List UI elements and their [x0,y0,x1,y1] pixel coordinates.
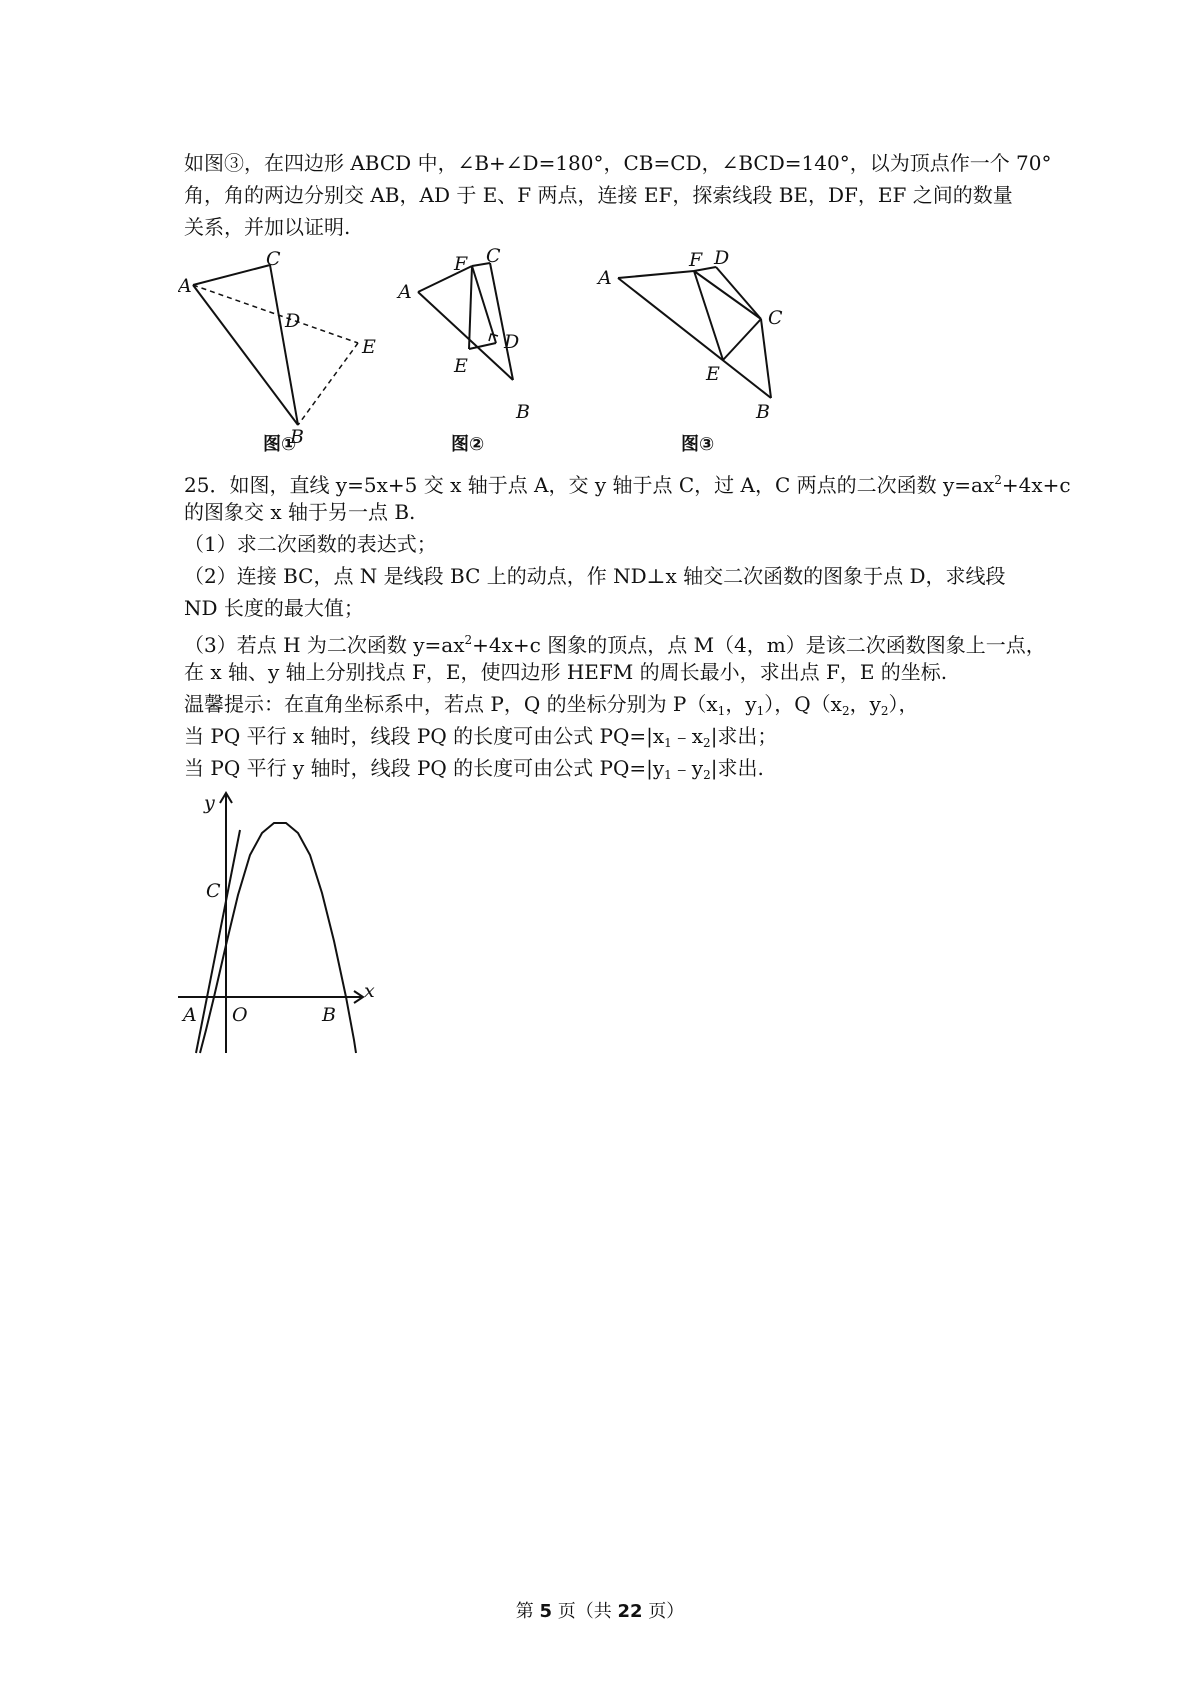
text-line [184,464,1071,497]
text-run: 当 PQ 平行 y 轴时，线段 PQ 的长度可由公式 PQ=|y [184,756,665,780]
text-line: 如图③，在四边形 ABCD 中，∠B+∠D=180°，CB=CD，∠BCD=140°，以为顶点作一个 70° [184,151,1052,175]
text-line: ND 长度的最大值； [184,596,364,620]
hint-line [184,688,1030,720]
point-label-E: E [454,355,468,377]
text-line: 角，角的两边分别交 AB，AD 于 E、F 两点，连接 EF，探索线段 BE，DF，EF 之间的数量 [184,183,1013,207]
subscript: 1 [664,768,672,782]
point-label-A: A [178,275,192,297]
subscript: 2 [880,704,889,718]
point-label-A: A [183,1004,197,1026]
point-label-E: E [362,336,376,358]
hint-line [184,752,1030,784]
superscript: 2 [464,633,473,647]
page-footer [0,1597,1200,1623]
text-line: 在 x 轴、y 轴上分别找点 F，E，使四边形 HEFM 的周长最小，求出点 F，E 的坐标. [184,660,948,684]
point-label-A: A [598,267,612,289]
text-run: ﹣x [671,724,704,748]
segment-AB [618,278,771,398]
text-run: ﹣y [671,756,704,780]
segment-AB [193,285,301,425]
subscript: 2 [703,768,711,782]
figure-2 [396,240,556,430]
point-label-B: B [322,1004,336,1026]
text-line: 的图象交 x 轴于另一点 B. [184,500,416,524]
point-label-E: E [706,363,720,385]
point-label-B: B [516,401,530,423]
text-run: |求出. [710,756,764,780]
total-pages-number: 22 [617,1601,643,1622]
text-line: 关系，并加以证明. [184,215,351,239]
figure-1 [178,245,388,445]
segment-EC [723,319,761,360]
y-axis-label: y [204,792,215,814]
subscript: 1 [717,704,726,718]
text-run: ）， [888,692,919,716]
segment-CB [270,265,301,425]
point-label-C: C [768,307,783,329]
segment-DC [716,267,761,319]
point-label-F: F [454,253,468,275]
text-run: +4x+c 图象的顶点，点 M（4，m）是该二次函数图象上一点， [472,633,1046,657]
point-label-B: B [756,401,770,420]
text-run: ，y [849,692,881,716]
text-run: ，y [725,692,757,716]
segment-FE [694,271,723,360]
problem-24-text [184,147,1052,243]
segment-FC [694,271,761,319]
point-label-B: B [290,426,304,445]
footer-text: 第 [515,1601,540,1622]
point-label-F: F [689,249,703,271]
point-label-D: D [714,247,730,269]
point-label-C: C [266,248,281,270]
segment-AF [618,271,694,278]
point-label-D: D [504,331,520,353]
question-1: （1）求二次函数的表达式； [184,532,437,556]
footer-text: 页（共 [552,1601,618,1622]
origin-label: O [232,1004,248,1026]
point-label-A: A [398,281,412,303]
superscript: 2 [994,473,1002,487]
subscript: 1 [756,704,765,718]
segment-CB [761,319,771,398]
subscript: 2 [703,736,711,750]
x-axis-label: x [364,980,375,1002]
footer-text: 页） [642,1601,685,1622]
problem-25-text [184,464,1071,784]
text-run: （3）若点 H 为二次函数 y=ax [184,633,465,657]
subscript: 1 [664,736,672,750]
point-label-D: D [285,310,301,332]
point-label-C: C [206,880,221,902]
text-run: 温馨提示：在直角坐标系中，若点 P，Q 的坐标分别为 P（x [184,692,718,716]
figure-2-caption: 图② [451,434,485,455]
text-run: 25．如图，直线 y=5x+5 交 x 轴于点 A，交 y 轴于点 C，过 A，C 两点的二次函数 y=ax [184,473,995,497]
current-page-number: 5 [539,1601,552,1622]
coordinate-graph [178,785,378,1055]
question-3 [184,624,1046,657]
text-run: |求出； [710,724,778,748]
question-2: （2）连接 BC，点 N 是线段 BC 上的动点，作 ND⊥x 轴交二次函数的图象于点 D，求线段 [184,564,1006,588]
segment-FE [469,266,472,349]
figure-3-caption: 图③ [681,434,715,455]
text-run: ），Q（x [764,692,842,716]
hint-line [184,720,1030,752]
figure-1-caption: 图① [263,434,297,455]
point-label-C: C [486,245,501,267]
segment-AC [193,265,270,285]
text-run: +4x+c [1001,473,1071,497]
subscript: 2 [841,704,850,718]
figure-3 [596,240,806,420]
segment-EB-dashed [298,343,358,425]
text-run: 当 PQ 平行 x 轴时，线段 PQ 的长度可由公式 PQ=|x [184,724,665,748]
